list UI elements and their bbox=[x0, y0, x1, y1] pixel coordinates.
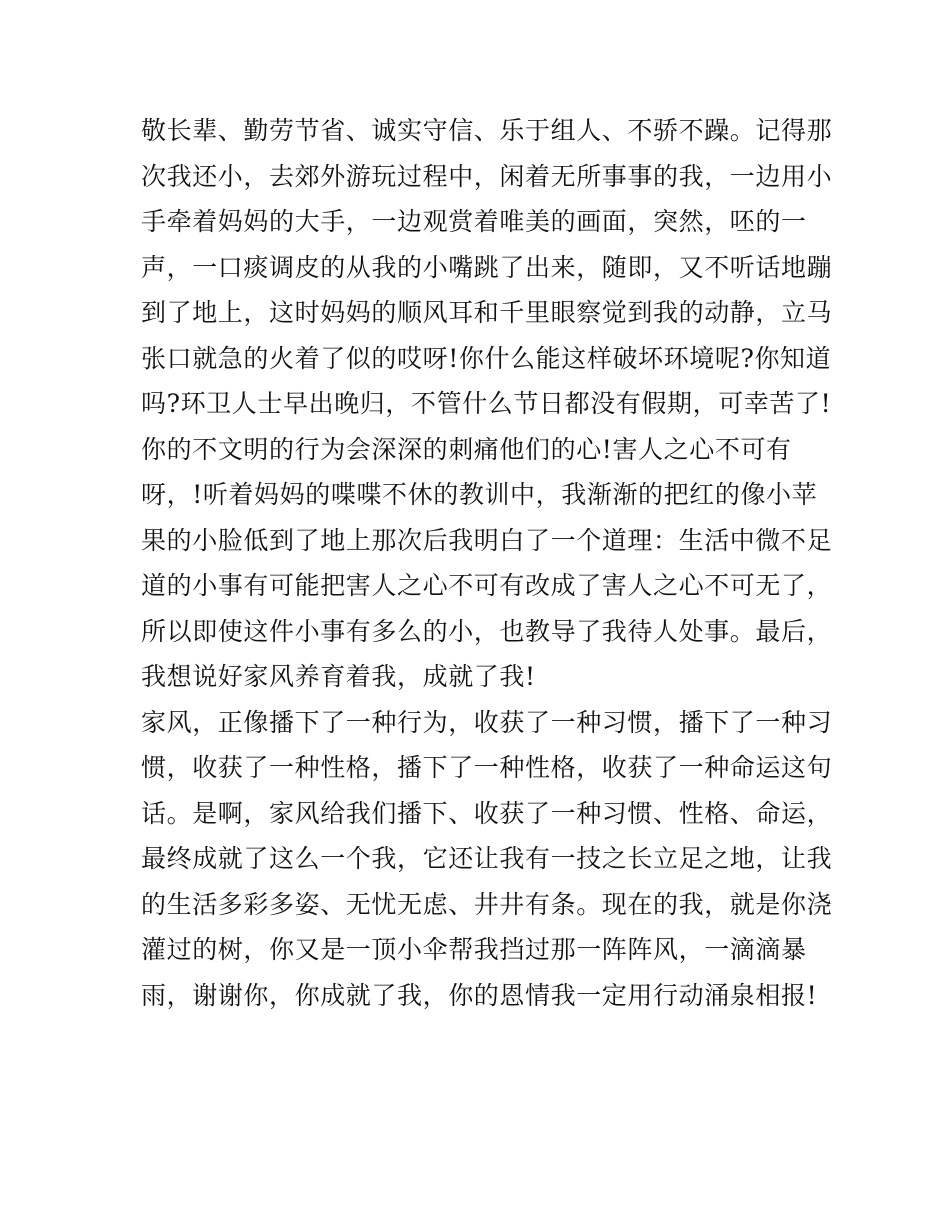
text-line-19: 灌过的树，你又是一顶小伞帮我挡过那一阵阵风，一滴滴暴 bbox=[141, 935, 807, 964]
essay-text bbox=[141, 108, 833, 1018]
text-line-18: 的生活多彩多姿、无忧无虑、井井有条。现在的我，就是你浇 bbox=[141, 889, 833, 919]
text-line-8: 你的不文明的行为会深深的刺痛他们的心!害人之心不可有 bbox=[141, 434, 792, 464]
text-line-4: 声，一口痰调皮的从我的小嘴跳了出来，随即，又不听话地蹦 bbox=[141, 252, 833, 282]
text-line-20: 雨，谢谢你，你成就了我，你的恩情我一定用行动涌泉相报! bbox=[141, 980, 818, 1010]
text-line-7: 吗?环卫人士早出晚归，不管什么节日都没有假期，可幸苦了! bbox=[141, 389, 832, 418]
text-line-17: 最终成就了这么一个我，它还让我有一技之长立足之地，让我 bbox=[141, 844, 833, 873]
text-line-11: 道的小事有可能把害人之心不可有改成了害人之心不可无了， bbox=[141, 571, 833, 600]
text-line-10: 果的小脸低到了地上那次后我明白了一个道理：生活中微不足 bbox=[141, 525, 833, 555]
text-line-3: 手牵着妈妈的大手，一边观赏着唯美的画面，突然，呸的一 bbox=[141, 207, 807, 236]
text-line-15: 惯，收获了一种性格，播下了一种性格，收获了一种命运这句 bbox=[141, 753, 833, 782]
text-line-1: 敬长辈、勤劳节省、诚实守信、乐于组人、不骄不躁。记得那 bbox=[141, 116, 833, 145]
text-line-5: 到了地上，这时妈妈的顺风耳和千里眼察觉到我的动静，立马 bbox=[141, 298, 833, 327]
text-line-14: 家风，正像播下了一种行为，收获了一种习惯，播下了一种习 bbox=[141, 707, 833, 737]
text-line-16: 话。是啊，家风给我们播下、收获了一种习惯、性格、命运， bbox=[141, 798, 833, 828]
text-line-13: 我想说好家风养育着我，成就了我! bbox=[141, 662, 536, 691]
text-line-12: 所以即使这件小事有多么的小，也教导了我待人处事。最后， bbox=[141, 616, 833, 646]
text-line-9: 呀，!听着妈妈的喋喋不休的教训中，我渐渐的把红的像小苹 bbox=[141, 480, 818, 509]
text-line-6: 张口就急的火着了似的哎呀!你什么能这样破坏环境呢?你知道 bbox=[141, 343, 832, 373]
text-line-2: 次我还小，去郊外游玩过程中，闲着无所事事的我，一边用小 bbox=[141, 161, 833, 191]
